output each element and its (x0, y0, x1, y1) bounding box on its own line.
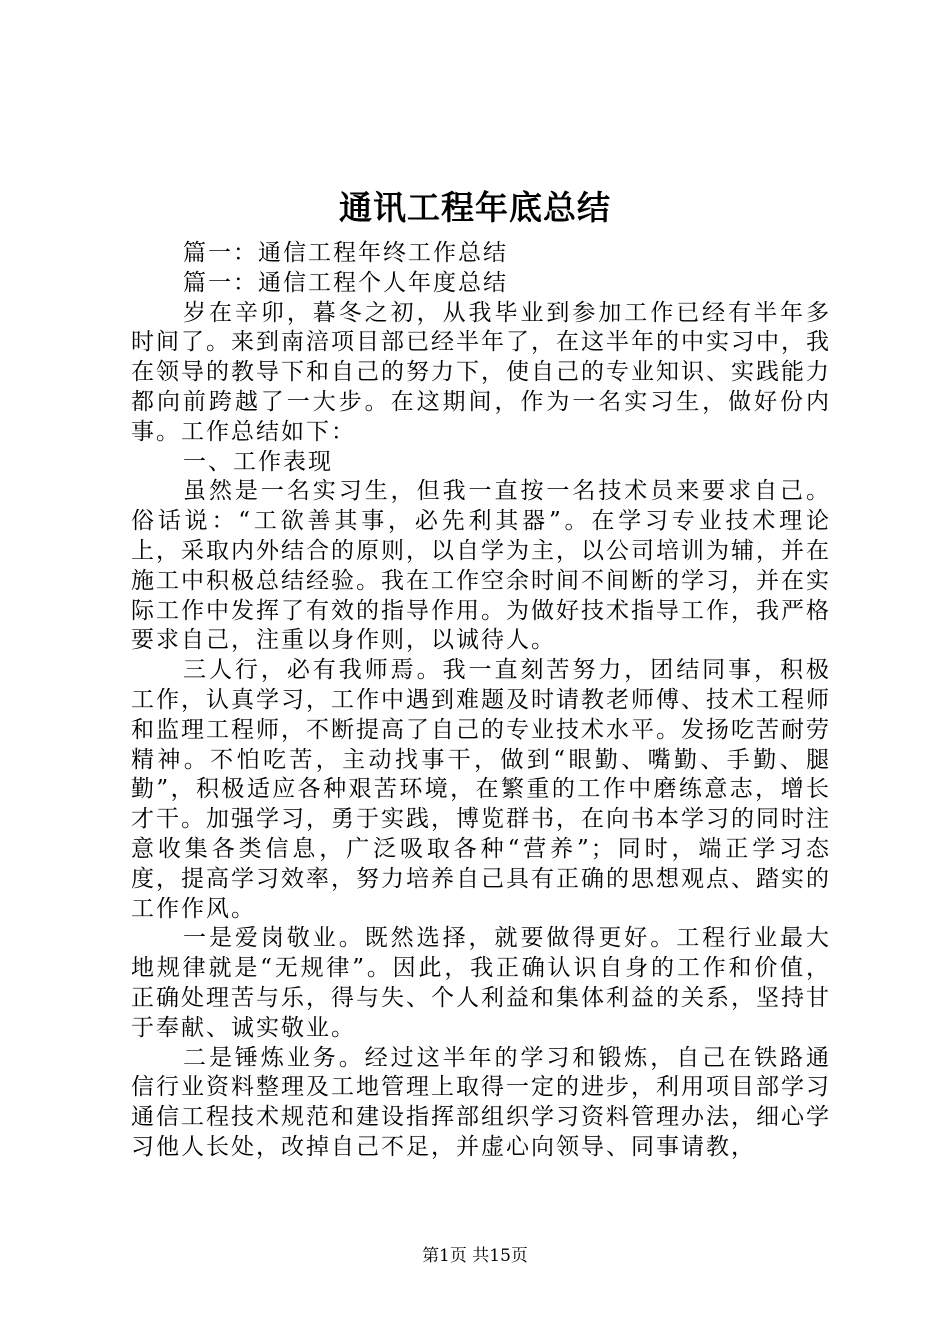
paragraph: 篇一：通信工程年终工作总结 (183, 240, 508, 266)
paragraph: 一是爱岗敬业。既然选择，就要做得更好。工程行业最大地规律就是“无规律”。因此，我正确认识自身的工作和价值，正确处理苦与乐，得与失、个人利益和集体利益的关系，坚持甘于奉献、诚实敬业。 (131, 925, 831, 1041)
section-heading: 一、工作表现 (183, 448, 333, 475)
paragraph: 二是锤炼业务。经过这半年的学习和锻炼，自己在铁路通信行业资料整理及工地管理上取得一定的进步，利用项目部学习通信工程技术规范和建设指挥部组织学习资料管理办法，细心学习他人长处，改掉自己不足，并虚心向领导、同事请教， (131, 1044, 831, 1160)
paragraph: 虽然是一名实习生，但我一直按一名技术员来要求自己。俗话说：“工欲善其事，必先利其器”。在学习专业技术理论上，采取内外结合的原则，以自学为主，以公司培训为辅，并在施工中积极总结经验。我在工作空余时间不间断的学习，并在实际工作中发挥了有效的指导作用。为做好技术指导工作，我严格要求自己，注重以身作则，以诚待人。 (131, 478, 831, 654)
document-title: 通讯工程年底总结 (339, 188, 611, 227)
document-body (131, 239, 831, 1163)
paragraph: 岁在辛卯，暮冬之初，从我毕业到参加工作已经有半年多时间了。来到南涪项目部已经半年了，在这半年的中实习中，我在领导的教导下和自己的努力下，使自己的专业知识、实践能力都向前跨越了一大步。在这期间，作为一名实习生，做好份内事。工作总结如下： (131, 299, 831, 445)
paragraph: 篇一：通信工程个人年度总结 (183, 269, 508, 296)
paragraph: 三人行，必有我师焉。我一直刻苦努力，团结同事，积极工作，认真学习，工作中遇到难题及时请教老师傅、技术工程师和监理工程师，不断提高了自己的专业技术水平。发扬吃苦耐劳精神。不怕吃苦，主动找事干，做到“眼勤、嘴勤、手勤、腿勤”，积极适应各种艰苦环境，在繁重的工作中磨练意志，增长才干。加强学习，勇于实践，博览群书，在向书本学习的同时注意收集各类信息，广泛吸取各种“营养”；同时，端正学习态度，提高学习效率，努力培养自己具有正确的思想观点、踏实的工作作风。 (131, 657, 831, 922)
page-footer: 第1页 共15页 (422, 1246, 528, 1266)
